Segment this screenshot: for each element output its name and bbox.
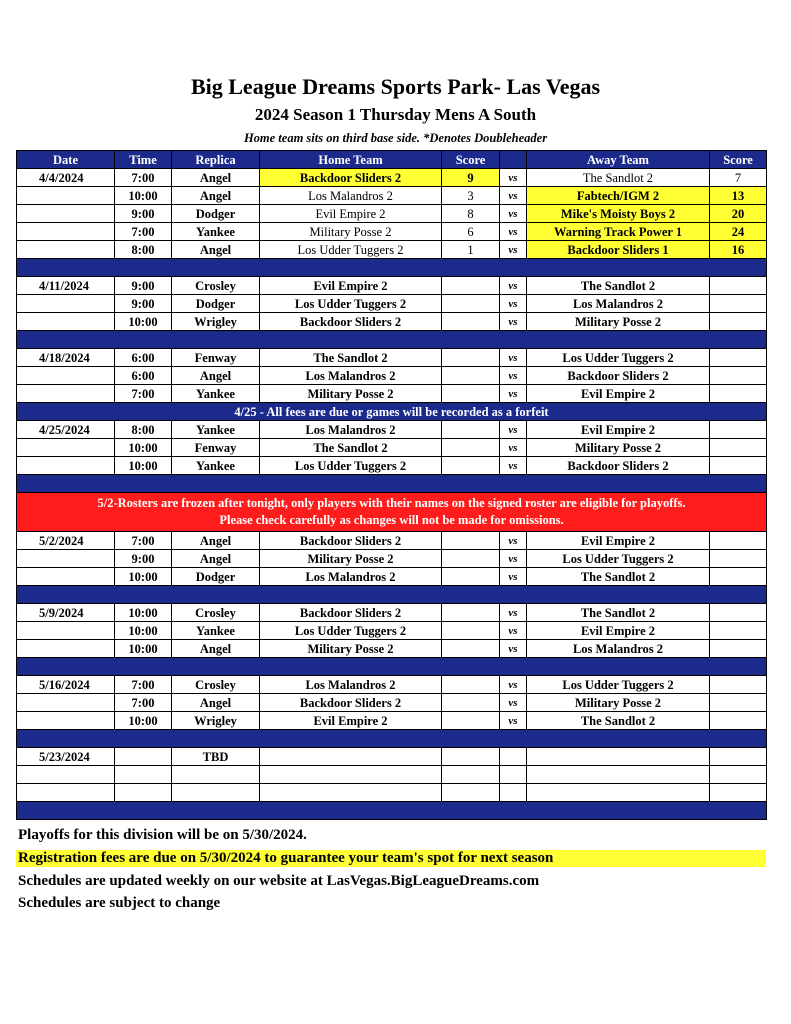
fees-notice: 4/25 - All fees are due or games will be recorded as a forfeit [17, 403, 767, 421]
home-score-cell [442, 349, 500, 367]
date-cell: 5/2/2024 [17, 532, 115, 550]
replica-cell: Angel [172, 367, 260, 385]
replica-cell: Angel [172, 694, 260, 712]
date-cell [17, 712, 115, 730]
replica-cell: Crosley [172, 676, 260, 694]
table-row [17, 187, 767, 205]
away-score-cell [710, 712, 767, 730]
home-team-cell: Los Udder Tuggers 2 [260, 295, 442, 313]
table-row [17, 694, 767, 712]
away-score-cell [710, 421, 767, 439]
away-score-cell [710, 385, 767, 403]
date-cell [17, 205, 115, 223]
column-header: Home Team [260, 151, 442, 169]
table-row [17, 640, 767, 658]
vs-cell: vs [500, 241, 527, 259]
away-team-cell: Military Posse 2 [527, 439, 710, 457]
away-team-cell: Evil Empire 2 [527, 532, 710, 550]
date-cell [17, 622, 115, 640]
away-team-cell: Backdoor Sliders 1 [527, 241, 710, 259]
vs-cell: vs [500, 676, 527, 694]
home-team-cell: Backdoor Sliders 2 [260, 694, 442, 712]
vs-cell: vs [500, 187, 527, 205]
table-row [17, 277, 767, 295]
away-team-cell: Military Posse 2 [527, 694, 710, 712]
empty-cell [442, 784, 500, 802]
away-score-cell [710, 532, 767, 550]
empty-cell [710, 784, 767, 802]
home-team-cell: Backdoor Sliders 2 [260, 604, 442, 622]
home-team-cell: Los Udder Tuggers 2 [260, 622, 442, 640]
vs-cell: vs [500, 421, 527, 439]
away-score-cell: 24 [710, 223, 767, 241]
away-score-cell: 7 [710, 169, 767, 187]
away-score-cell: 13 [710, 187, 767, 205]
date-cell [17, 457, 115, 475]
home-team-cell: Evil Empire 2 [260, 277, 442, 295]
home-score-cell [442, 604, 500, 622]
home-team-cell: Los Malandros 2 [260, 367, 442, 385]
date-cell [17, 367, 115, 385]
vs-cell: vs [500, 694, 527, 712]
table-row [17, 550, 767, 568]
time-cell: 8:00 [115, 421, 172, 439]
date-cell [17, 313, 115, 331]
home-score-cell: 6 [442, 223, 500, 241]
home-team-cell: Military Posse 2 [260, 640, 442, 658]
table-row [17, 604, 767, 622]
rosters-notice [17, 493, 767, 532]
away-score-cell [710, 550, 767, 568]
time-cell: 9:00 [115, 550, 172, 568]
website-note: Schedules are updated weekly on our website at LasVegas.BigLeagueDreams.com [18, 873, 540, 889]
away-team-cell: Evil Empire 2 [527, 622, 710, 640]
away-team-cell: Los Udder Tuggers 2 [527, 676, 710, 694]
week-separator [17, 802, 767, 820]
away-team-cell [527, 748, 710, 766]
vs-cell: vs [500, 385, 527, 403]
registration-note: Registration fees are due on 5/30/2024 to guarantee your team's spot for next season [16, 850, 766, 867]
table-row [17, 568, 767, 586]
away-score-cell [710, 367, 767, 385]
away-team-cell: Evil Empire 2 [527, 385, 710, 403]
vs-cell: vs [500, 622, 527, 640]
home-score-cell [442, 748, 500, 766]
empty-cell [500, 784, 527, 802]
home-team-cell: Military Posse 2 [260, 550, 442, 568]
replica-cell: Angel [172, 169, 260, 187]
fees-notice-row [17, 403, 767, 421]
home-team-cell: Backdoor Sliders 2 [260, 169, 442, 187]
away-team-cell: Backdoor Sliders 2 [527, 367, 710, 385]
date-cell [17, 550, 115, 568]
home-team-cell: Backdoor Sliders 2 [260, 532, 442, 550]
away-team-cell: The Sandlot 2 [527, 604, 710, 622]
empty-cell [172, 784, 260, 802]
table-row [17, 784, 767, 802]
table-row [17, 313, 767, 331]
home-score-cell [442, 568, 500, 586]
week-separator [17, 586, 767, 604]
rosters-notice-line1: 5/2-Rosters are frozen after tonight, only players with their names on the signed roster are eligible for playoffs. [97, 496, 686, 510]
replica-cell: Fenway [172, 439, 260, 457]
replica-cell: Wrigley [172, 313, 260, 331]
date-cell: 5/23/2024 [17, 748, 115, 766]
home-score-cell: 3 [442, 187, 500, 205]
away-team-cell: The Sandlot 2 [527, 568, 710, 586]
away-score-cell [710, 568, 767, 586]
home-score-cell [442, 421, 500, 439]
vs-cell: vs [500, 205, 527, 223]
date-cell [17, 295, 115, 313]
page-title: Big League Dreams Sports Park- Las Vegas [190, 74, 601, 99]
home-team-cell: Evil Empire 2 [260, 712, 442, 730]
time-cell: 7:00 [115, 385, 172, 403]
table-row [17, 169, 767, 187]
empty-cell [527, 766, 710, 784]
time-cell: 6:00 [115, 349, 172, 367]
vs-cell: vs [500, 439, 527, 457]
away-score-cell [710, 349, 767, 367]
home-team-cell: Los Udder Tuggers 2 [260, 241, 442, 259]
away-score-cell [710, 457, 767, 475]
home-team-cell: Los Malandros 2 [260, 187, 442, 205]
replica-cell: Crosley [172, 277, 260, 295]
away-team-cell: Warning Track Power 1 [527, 223, 710, 241]
home-team-cell: Los Udder Tuggers 2 [260, 457, 442, 475]
column-header: Replica [172, 151, 260, 169]
away-score-cell [710, 622, 767, 640]
home-team-cell: Evil Empire 2 [260, 205, 442, 223]
page-note: Home team sits on third base side. *Denotes Doubleheader [243, 131, 548, 145]
time-cell: 10:00 [115, 439, 172, 457]
away-team-cell: The Sandlot 2 [527, 712, 710, 730]
week-separator [17, 331, 767, 349]
home-team-cell: The Sandlot 2 [260, 439, 442, 457]
date-cell: 5/9/2024 [17, 604, 115, 622]
home-team-cell: Military Posse 2 [260, 223, 442, 241]
date-cell: 4/11/2024 [17, 277, 115, 295]
replica-cell: Yankee [172, 457, 260, 475]
date-cell: 5/16/2024 [17, 676, 115, 694]
vs-cell: vs [500, 349, 527, 367]
vs-cell: vs [500, 367, 527, 385]
table-row [17, 622, 767, 640]
replica-cell: Dodger [172, 568, 260, 586]
away-score-cell [710, 694, 767, 712]
time-cell: 7:00 [115, 532, 172, 550]
vs-cell: vs [500, 313, 527, 331]
table-row [17, 676, 767, 694]
vs-cell: vs [500, 532, 527, 550]
away-team-cell: Fabtech/IGM 2 [527, 187, 710, 205]
empty-cell [260, 766, 442, 784]
home-team-cell [260, 748, 442, 766]
column-header: Away Team [527, 151, 710, 169]
table-row [17, 748, 767, 766]
away-score-cell [710, 439, 767, 457]
empty-cell [17, 784, 115, 802]
empty-cell [172, 766, 260, 784]
empty-cell [710, 766, 767, 784]
away-score-cell: 20 [710, 205, 767, 223]
time-cell: 9:00 [115, 277, 172, 295]
replica-cell: Yankee [172, 223, 260, 241]
empty-cell [17, 766, 115, 784]
away-score-cell [710, 676, 767, 694]
time-cell: 7:00 [115, 223, 172, 241]
table-row [17, 712, 767, 730]
away-team-cell: Evil Empire 2 [527, 421, 710, 439]
away-team-cell: Military Posse 2 [527, 313, 710, 331]
replica-cell: Dodger [172, 295, 260, 313]
replica-cell: Angel [172, 187, 260, 205]
away-team-cell: The Sandlot 2 [527, 169, 710, 187]
table-row [17, 457, 767, 475]
replica-cell: Fenway [172, 349, 260, 367]
vs-cell: vs [500, 457, 527, 475]
column-header [500, 151, 527, 169]
empty-cell [260, 784, 442, 802]
empty-cell [115, 766, 172, 784]
away-team-cell: Backdoor Sliders 2 [527, 457, 710, 475]
time-cell: 7:00 [115, 169, 172, 187]
away-score-cell [710, 295, 767, 313]
home-team-cell: Military Posse 2 [260, 385, 442, 403]
vs-cell: vs [500, 277, 527, 295]
replica-cell: Yankee [172, 622, 260, 640]
table-row [17, 223, 767, 241]
empty-cell [115, 784, 172, 802]
table-row [17, 439, 767, 457]
replica-cell: Crosley [172, 604, 260, 622]
column-header: Score [442, 151, 500, 169]
away-team-cell: Mike's Moisty Boys 2 [527, 205, 710, 223]
table-row [17, 421, 767, 439]
time-cell: 10:00 [115, 640, 172, 658]
time-cell: 8:00 [115, 241, 172, 259]
empty-cell [442, 766, 500, 784]
vs-cell: vs [500, 604, 527, 622]
column-header: Time [115, 151, 172, 169]
time-cell: 7:00 [115, 694, 172, 712]
date-cell [17, 187, 115, 205]
time-cell [115, 748, 172, 766]
time-cell: 10:00 [115, 712, 172, 730]
table-row [17, 766, 767, 784]
home-score-cell [442, 532, 500, 550]
away-team-cell: Los Malandros 2 [527, 295, 710, 313]
vs-cell: vs [500, 640, 527, 658]
replica-cell: Angel [172, 550, 260, 568]
away-score-cell [710, 748, 767, 766]
home-score-cell: 9 [442, 169, 500, 187]
vs-cell [500, 748, 527, 766]
home-score-cell [442, 640, 500, 658]
home-score-cell [442, 277, 500, 295]
away-team-cell: Los Udder Tuggers 2 [527, 550, 710, 568]
vs-cell: vs [500, 223, 527, 241]
time-cell: 7:00 [115, 676, 172, 694]
away-score-cell [710, 640, 767, 658]
time-cell: 10:00 [115, 313, 172, 331]
replica-cell: Angel [172, 532, 260, 550]
time-cell: 6:00 [115, 367, 172, 385]
home-team-cell: Backdoor Sliders 2 [260, 313, 442, 331]
schedule-table [16, 150, 767, 820]
rosters-notice-line2: Please check carefully as changes will not be made for omissions. [219, 513, 564, 527]
home-score-cell [442, 457, 500, 475]
home-score-cell [442, 622, 500, 640]
week-separator [17, 658, 767, 676]
away-team-cell: Los Udder Tuggers 2 [527, 349, 710, 367]
change-note: Schedules are subject to change [18, 895, 221, 911]
replica-cell: Yankee [172, 421, 260, 439]
date-cell [17, 223, 115, 241]
empty-cell [500, 766, 527, 784]
date-cell [17, 640, 115, 658]
replica-cell: TBD [172, 748, 260, 766]
replica-cell: Yankee [172, 385, 260, 403]
home-score-cell [442, 385, 500, 403]
week-separator [17, 475, 767, 493]
replica-cell: Dodger [172, 205, 260, 223]
table-row [17, 205, 767, 223]
empty-cell [527, 784, 710, 802]
away-team-cell: The Sandlot 2 [527, 277, 710, 295]
home-score-cell: 1 [442, 241, 500, 259]
replica-cell: Angel [172, 241, 260, 259]
date-cell: 4/25/2024 [17, 421, 115, 439]
table-row [17, 532, 767, 550]
date-cell [17, 385, 115, 403]
time-cell: 10:00 [115, 622, 172, 640]
home-score-cell: 8 [442, 205, 500, 223]
home-score-cell [442, 676, 500, 694]
home-team-cell: Los Malandros 2 [260, 421, 442, 439]
date-cell [17, 439, 115, 457]
time-cell: 10:00 [115, 604, 172, 622]
date-cell: 4/18/2024 [17, 349, 115, 367]
table-row [17, 349, 767, 367]
home-score-cell [442, 712, 500, 730]
table-row [17, 295, 767, 313]
home-score-cell [442, 313, 500, 331]
column-header: Score [710, 151, 767, 169]
home-score-cell [442, 694, 500, 712]
away-score-cell [710, 313, 767, 331]
date-cell [17, 568, 115, 586]
home-score-cell [442, 295, 500, 313]
replica-cell: Wrigley [172, 712, 260, 730]
table-header-row [17, 151, 767, 169]
home-score-cell [442, 367, 500, 385]
week-separator [17, 730, 767, 748]
away-score-cell [710, 604, 767, 622]
away-score-cell [710, 277, 767, 295]
vs-cell: vs [500, 568, 527, 586]
table-row [17, 367, 767, 385]
away-team-cell: Los Malandros 2 [527, 640, 710, 658]
playoffs-note: Playoffs for this division will be on 5/30/2024. [18, 827, 307, 843]
page-subtitle: 2024 Season 1 Thursday Mens A South [254, 105, 537, 124]
vs-cell: vs [500, 712, 527, 730]
date-cell: 4/4/2024 [17, 169, 115, 187]
column-header: Date [17, 151, 115, 169]
home-score-cell [442, 439, 500, 457]
time-cell: 10:00 [115, 568, 172, 586]
time-cell: 9:00 [115, 295, 172, 313]
time-cell: 9:00 [115, 205, 172, 223]
replica-cell: Angel [172, 640, 260, 658]
week-separator [17, 259, 767, 277]
date-cell [17, 241, 115, 259]
away-score-cell: 16 [710, 241, 767, 259]
rosters-notice-row [17, 493, 767, 532]
date-cell [17, 694, 115, 712]
time-cell: 10:00 [115, 187, 172, 205]
vs-cell: vs [500, 295, 527, 313]
home-team-cell: The Sandlot 2 [260, 349, 442, 367]
table-row [17, 385, 767, 403]
time-cell: 10:00 [115, 457, 172, 475]
home-team-cell: Los Malandros 2 [260, 676, 442, 694]
home-score-cell [442, 550, 500, 568]
vs-cell: vs [500, 550, 527, 568]
home-team-cell: Los Malandros 2 [260, 568, 442, 586]
table-row [17, 241, 767, 259]
vs-cell: vs [500, 169, 527, 187]
